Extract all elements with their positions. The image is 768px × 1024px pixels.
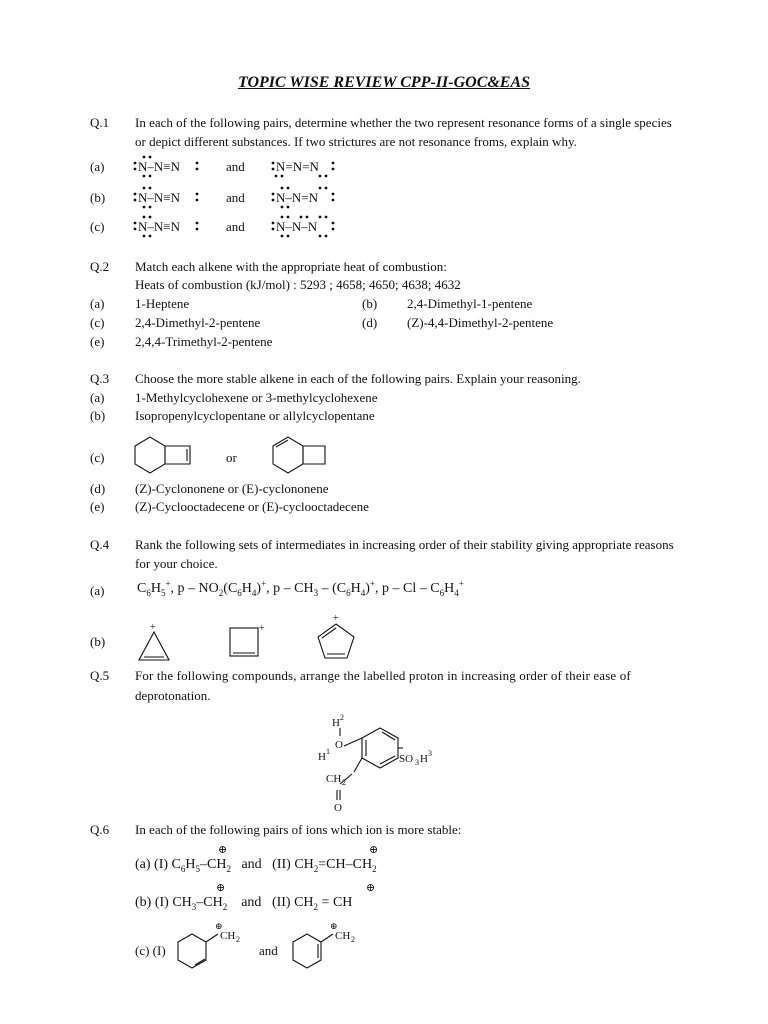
lewis-structure: N=N=N <box>276 159 319 174</box>
question-text: Rank the following sets of intermediates in increasing order of their stability giving appropriate reasons <box>135 537 674 552</box>
svg-text:2: 2 <box>351 935 355 944</box>
option-label: (c) <box>90 219 105 234</box>
lewis-structure: N–N≡N <box>138 219 180 234</box>
question-number: Q.2 <box>90 259 110 274</box>
option-text: 1-Heptene <box>135 296 190 311</box>
bicyclic-alkene-structure <box>130 433 200 483</box>
svg-text:H: H <box>332 717 340 729</box>
option-label: (e) <box>90 334 105 349</box>
option-label: (a) <box>90 296 105 311</box>
question-text: For the following compounds, arrange the labelled proton in increasing order of their ease of <box>135 668 631 683</box>
option-label: (b) <box>90 634 106 649</box>
svg-text:O: O <box>334 802 342 814</box>
option-label: (a) <box>90 390 105 405</box>
option-label: (c) <box>90 315 105 330</box>
option-label: (c) <box>90 450 105 465</box>
svg-text:3: 3 <box>415 758 419 767</box>
option-b-ions: (b) (I) $CH_3-CH_2$ and (II) $CH_2$ = CH <box>135 895 353 912</box>
lewis-structure: N–N≡N <box>138 190 180 205</box>
question-number: Q.6 <box>90 822 110 837</box>
page-title: TOPIC WISE REVIEW CPP-II-GOC&EAS <box>237 74 531 91</box>
lewis-structure: N–N=N <box>276 190 318 205</box>
svg-text:⊕: ⊕ <box>215 921 223 931</box>
option-a-ions: (a) (I) $C_6H_5-CH_2$ and (II) $CH_2=CH-CH_2$ <box>135 857 377 874</box>
option-text: (Z)-Cyclooctadecene or (E)-cyclooctadecene <box>135 499 369 514</box>
svg-text:CH: CH <box>335 930 351 942</box>
and-text: and <box>226 190 245 205</box>
option-text: (Z)-Cyclononene or (E)-cyclononene <box>135 481 329 496</box>
and-text: and <box>226 219 245 234</box>
cyclopentadienyl-cation-structure <box>312 612 362 667</box>
cyclohexenylmethyl-cation-structure <box>285 920 365 980</box>
svg-text:+: + <box>333 613 339 624</box>
option-label: (c) (I) <box>135 943 166 958</box>
question-text: deprotonation. <box>135 688 211 703</box>
cation-symbol: ⊕ <box>366 882 376 894</box>
svg-text:3: 3 <box>428 749 432 758</box>
option-label: (e) <box>90 499 105 514</box>
svg-text:1: 1 <box>326 747 330 756</box>
option-label: (d) <box>90 481 106 496</box>
option-label: (b) <box>362 296 378 311</box>
svg-text:2: 2 <box>342 778 346 787</box>
option-text: 2,4-Dimethyl-2-pentene <box>135 315 261 330</box>
option-label: (d) <box>362 315 378 330</box>
option-text: 1-Methylcyclohexene or 3-methylcyclohexene <box>135 390 378 405</box>
option-label: (b) <box>90 408 106 423</box>
cyclopropenyl-cation-structure <box>135 620 175 665</box>
carbocation-series: $C_6H_5^+$, p – $NO_2(C_6H_4)^+$, p – $CH_3 - (C_6H_4)^+$, p – Cl – $C_6H_4^+$ <box>137 578 464 598</box>
or-text: or <box>226 450 237 465</box>
question-number: Q.1 <box>90 115 110 130</box>
svg-text:CH: CH <box>220 930 236 942</box>
lewis-structure: N–N–N <box>276 219 318 234</box>
option-label: (b) <box>90 190 106 205</box>
and-text: and <box>226 159 245 174</box>
option-label: (a) <box>90 583 105 598</box>
question-text: In each of the following pairs, determine whether the two represent resonance forms of a single species <box>135 115 672 130</box>
svg-text:⊕: ⊕ <box>330 921 338 931</box>
svg-text:2: 2 <box>340 713 344 722</box>
svg-text:CH: CH <box>326 773 342 785</box>
question-number: Q.4 <box>90 537 110 552</box>
cation-symbol: ⊕ <box>216 882 226 894</box>
svg-text:+: + <box>259 623 265 634</box>
cation-symbol: ⊕ <box>369 844 379 856</box>
question-number: Q.3 <box>90 371 110 386</box>
question-text: Heats of combustion (kJ/mol) : 5293 ; 4658; 4650; 4638; 4632 <box>135 277 461 292</box>
question-text: Match each alkene with the appropriate heat of combustion: <box>135 259 447 274</box>
question-text: In each of the following pairs of ions which ion is more stable: <box>135 822 462 837</box>
option-text: Isopropenylcyclopentane or allylcyclopentane <box>135 408 375 423</box>
option-label: (a) <box>90 159 105 174</box>
question-text: or depict different substances. If two strictures are not resonance froms, explain why. <box>135 134 577 149</box>
cation-symbol: ⊕ <box>218 844 228 856</box>
question-number: Q.5 <box>90 668 110 683</box>
bicyclic-alkene-structure <box>268 433 338 483</box>
svg-text:O: O <box>335 739 343 751</box>
svg-text:H: H <box>318 751 326 763</box>
cyclohexenylmethyl-cation-structure <box>170 920 250 980</box>
cyclobutenyl-cation-structure <box>226 622 272 664</box>
option-text: 2,4-Dimethyl-1-pentene <box>407 296 533 311</box>
molecule-structure <box>300 710 460 820</box>
svg-text:+: + <box>150 622 156 633</box>
svg-text:SO: SO <box>399 753 414 765</box>
svg-text:H: H <box>420 753 428 765</box>
question-text: Choose the more stable alkene in each of the following pairs. Explain your reasoning. <box>135 371 581 386</box>
svg-text:2: 2 <box>236 935 240 944</box>
and-text: and <box>259 943 278 958</box>
option-text: 2,4,4-Trimethyl-2-pentene <box>135 334 273 349</box>
lewis-structure: N–N≡N <box>138 159 180 174</box>
question-text: for your choice. <box>135 556 218 571</box>
option-text: (Z)-4,4-Dimethyl-2-pentene <box>407 315 554 330</box>
